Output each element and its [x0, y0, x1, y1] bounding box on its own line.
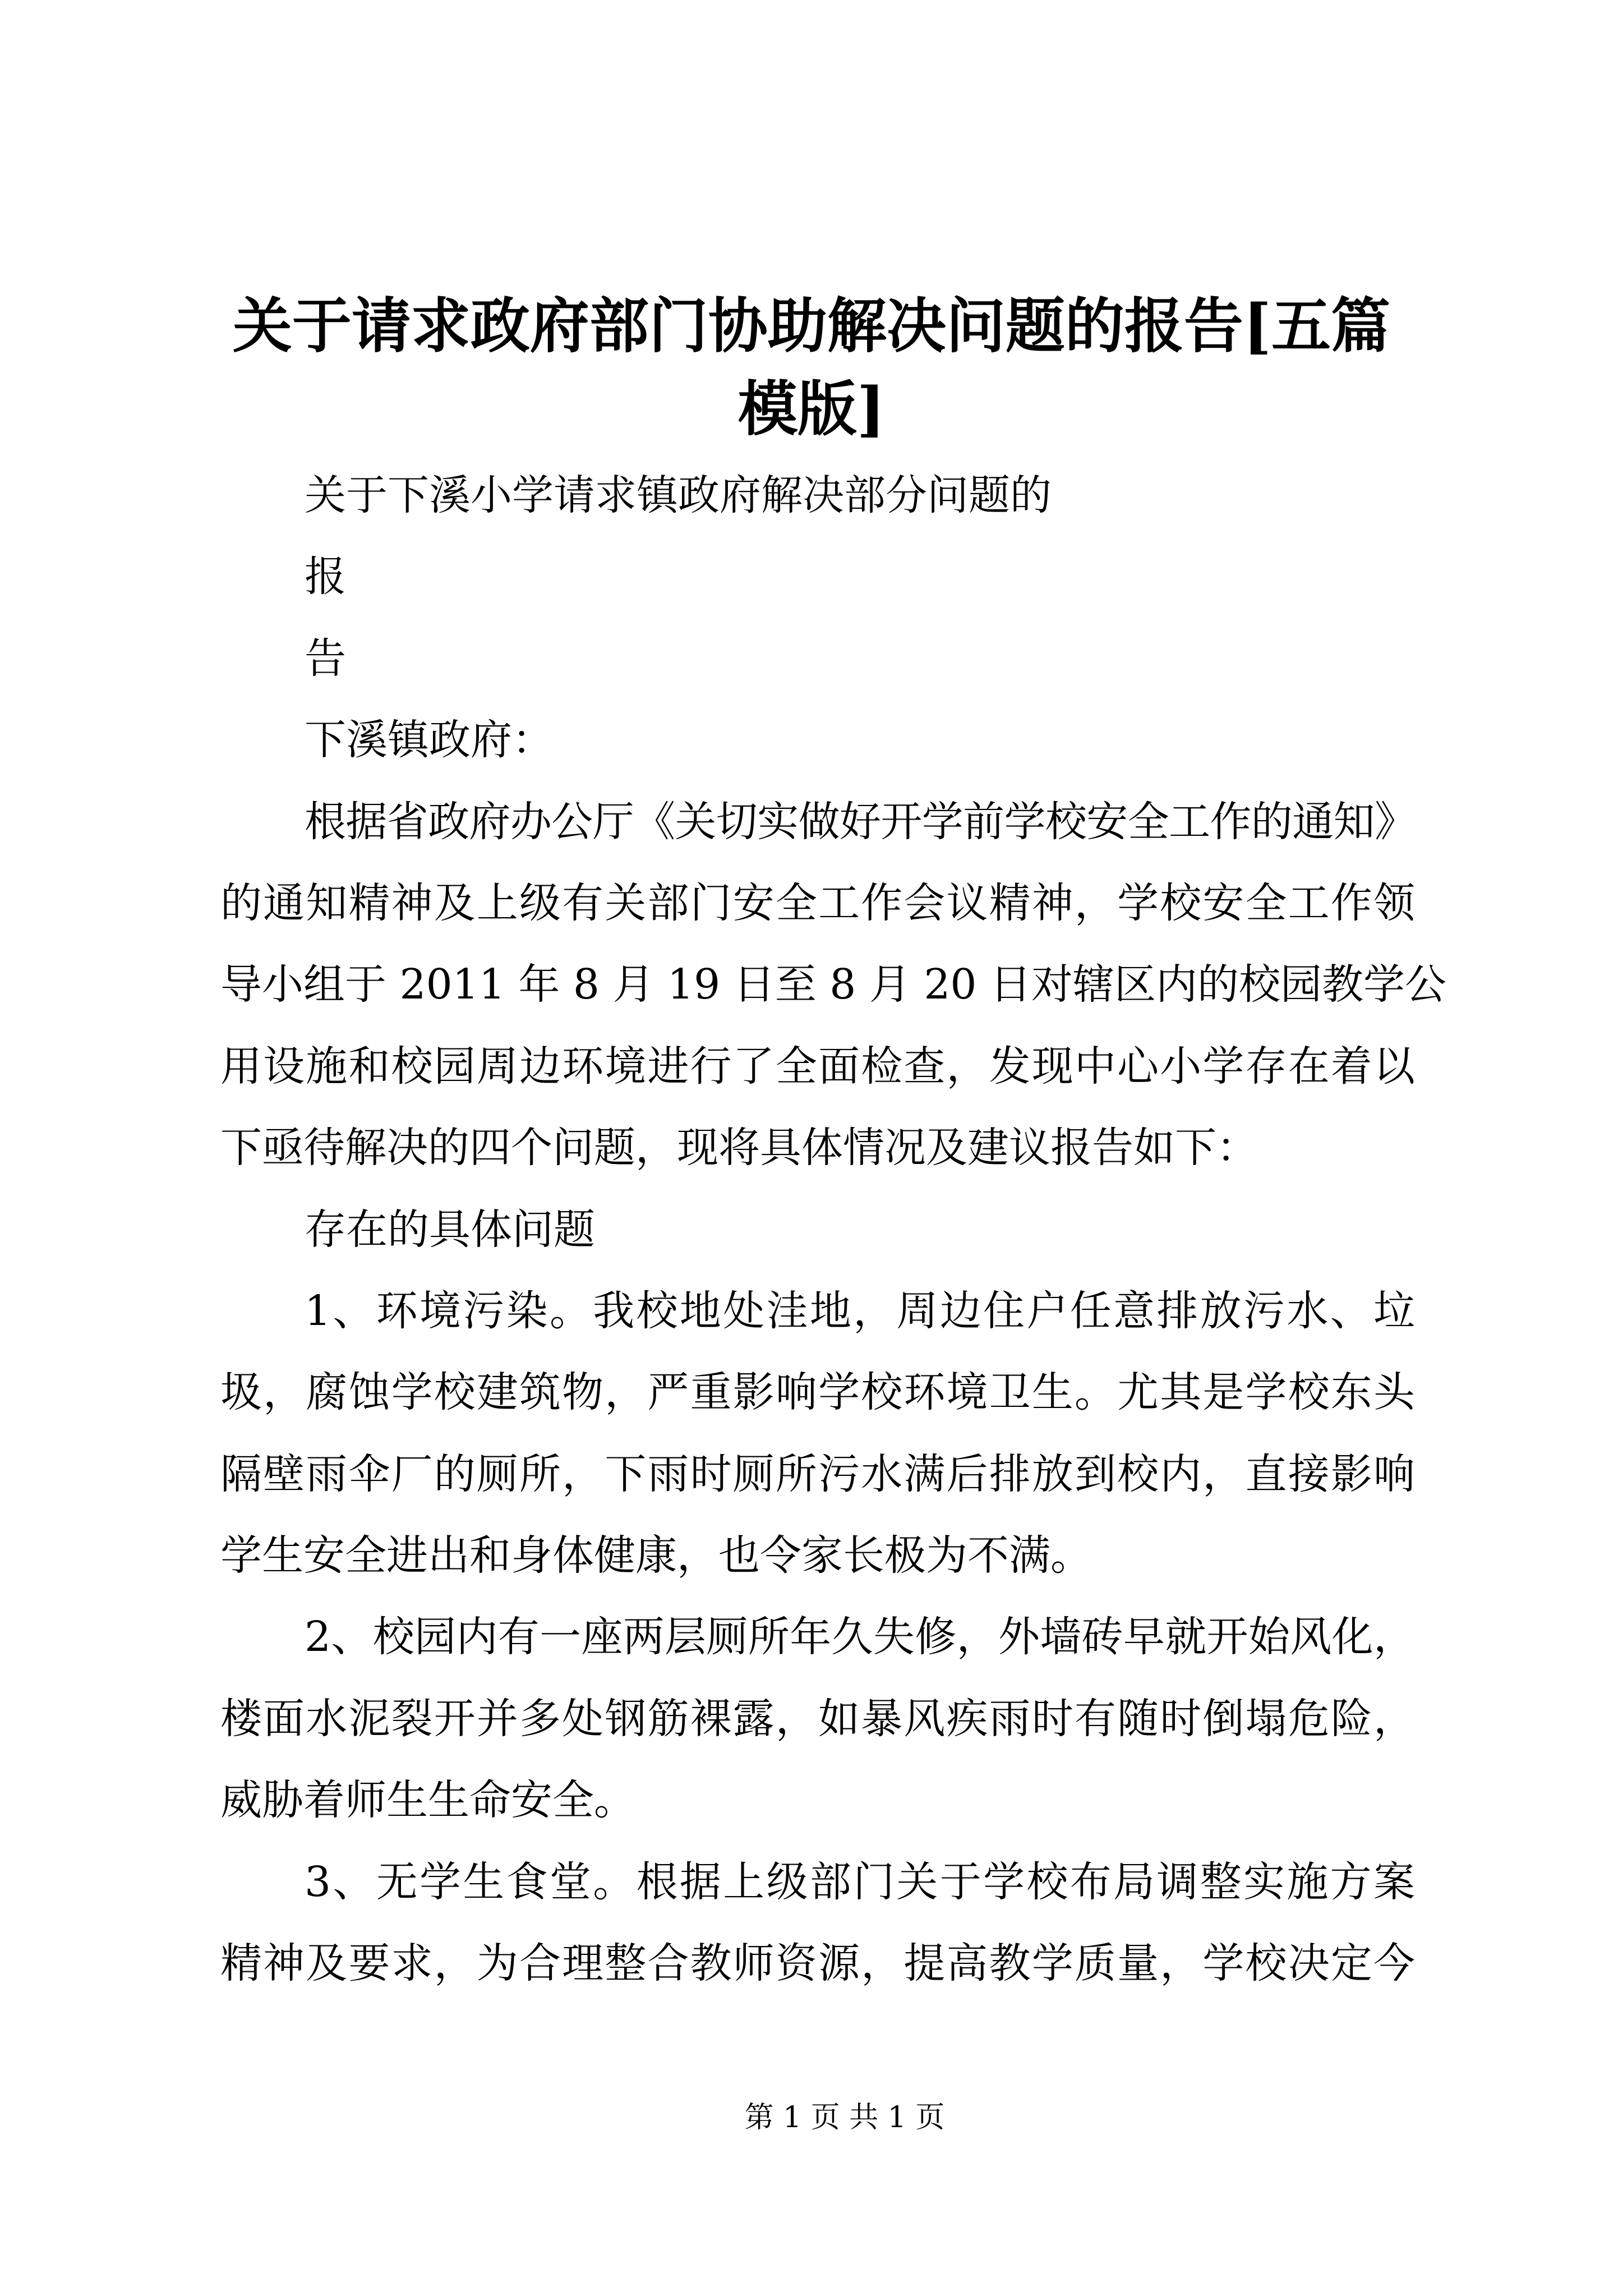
paragraph-line: 隔壁雨伞厂的厕所，下雨时厕所污水满后排放到校内，直接影响 — [220, 1450, 1415, 1498]
subtitle-line: 报 — [305, 553, 346, 601]
paragraph-line: 精神及要求，为合理整合教师资源，提高教学质量，学校决定今 — [220, 1939, 1415, 1988]
paragraph-line: 威胁着师生生命安全。 — [220, 1776, 635, 1825]
paragraph-line: 圾，腐蚀学校建筑物，严重影响学校环境卫生。尤其是学校东头 — [220, 1368, 1415, 1417]
subtitle-line: 关于下溪小学请求镇政府解决部分问题的 — [305, 471, 1052, 519]
title-line-1: 关于请求政府部门协助解决问题的报告[五篇 — [232, 291, 1391, 361]
paragraph-line: 1、环境污染。我校地处洼地，周边住户任意排放污水、垃 — [305, 1286, 1415, 1335]
page-number-footer: 第 1 页 共 1 页 — [744, 2101, 945, 2134]
document-title — [0, 284, 1623, 450]
document-body — [220, 455, 1447, 2004]
paragraph-line: 根据省政府办公厅《关切实做好开学前学校安全工作的通知》 — [305, 797, 1415, 846]
section-heading: 存在的具体问题 — [305, 1205, 595, 1254]
paragraph-line: 用设施和校园周边环境进行了全面检查，发现中心小学存在着以 — [220, 1042, 1415, 1091]
paragraph-line: 导小组于 2011 年 8 月 19 日至 8 月 20 日对辖区内的校园教学公 — [220, 960, 1447, 1009]
paragraph-line: 楼面水泥裂开并多处钢筋裸露，如暴风疾雨时有随时倒塌危险， — [220, 1694, 1415, 1743]
paragraph-line: 2、校园内有一座两层厕所年久失修，外墙砖早就开始风化， — [305, 1613, 1415, 1662]
paragraph-line: 3、无学生食堂。根据上级部门关于学校布局调整实施方案 — [305, 1857, 1415, 1906]
paragraph-line: 下亟待解决的四个问题，现将具体情况及建议报告如下： — [220, 1124, 1258, 1172]
salutation-line: 下溪镇政府： — [305, 716, 554, 765]
subtitle-line: 告 — [305, 634, 346, 683]
paragraph-line: 的通知精神及上级有关部门安全工作会议精神，学校安全工作领 — [220, 878, 1415, 927]
title-line-2: 模版] — [737, 374, 886, 444]
paragraph-line: 学生安全进出和身体健康，也令家长极为不满。 — [220, 1531, 1092, 1580]
